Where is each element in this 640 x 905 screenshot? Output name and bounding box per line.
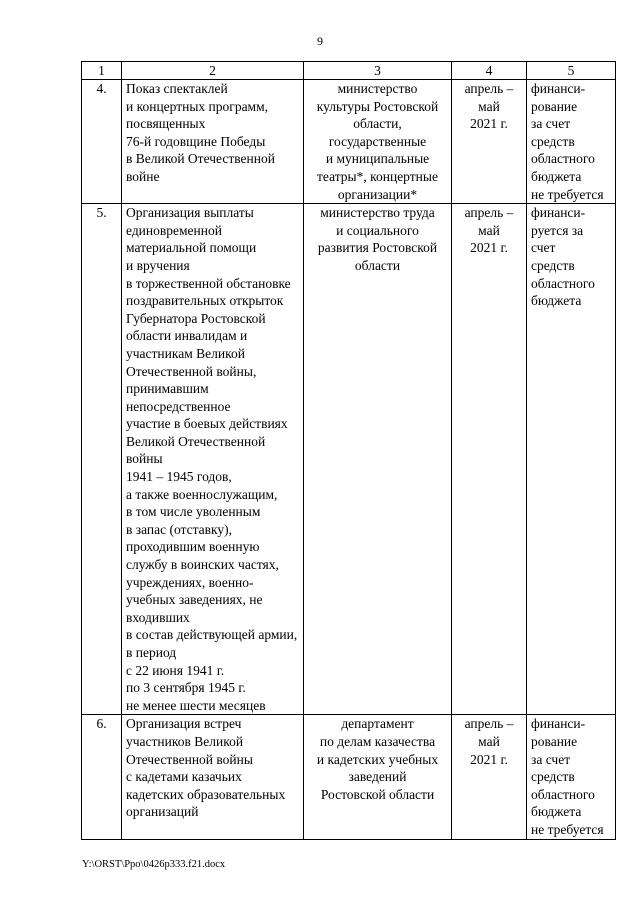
row-number: 5. bbox=[82, 204, 122, 715]
events-table bbox=[81, 61, 616, 840]
column-header: 3 bbox=[304, 62, 452, 80]
event-date: апрель – май 2021 г. bbox=[452, 715, 527, 840]
table-header-row bbox=[82, 62, 616, 80]
column-header: 5 bbox=[527, 62, 616, 80]
table-row bbox=[82, 80, 616, 204]
document-file-path: Y:\ORST\Ppo\0426p333.f21.docx bbox=[82, 859, 226, 870]
row-number: 6. bbox=[82, 715, 122, 840]
event-executor: министерство труда и социального развития Ростовской области bbox=[304, 204, 452, 715]
event-description: Организация выплаты единовременной материальной помощи и вручения в торжественной обстановке поздравительных открыток Губернатора Ростовской области инвалидам и участникам Великой Отечественной войны, принимавшим непосредственное участие в боевых действиях Великой Отечественной войны 1941 – 1945 годов, а также военнослужащим, в том числе уволенным в запас (отставку), проходившим военную службу в воинских частях, учреждениях, военно-учебных заведениях, не входивших в состав действующей армии, в период с 22 июня 1941 г. по 3 сентября 1945 г. не менее шести месяцев bbox=[122, 204, 304, 715]
event-executor: министерство культуры Ростовской области, государственные и муниципальные театры*, концертные организации* bbox=[304, 80, 452, 204]
column-header: 2 bbox=[122, 62, 304, 80]
event-date: апрель – май 2021 г. bbox=[452, 204, 527, 715]
event-description: Показ спектаклей и концертных программ, посвященных 76-й годовщине Победы в Великой Отечественной войне bbox=[122, 80, 304, 204]
event-date: апрель – май 2021 г. bbox=[452, 80, 527, 204]
row-number: 4. bbox=[82, 80, 122, 204]
table-row bbox=[82, 204, 616, 715]
event-financing: финанси- рование за счет средств областного бюджета не требуется bbox=[527, 80, 616, 204]
column-header: 1 bbox=[82, 62, 122, 80]
event-financing: финанси- рование за счет средств областного бюджета не требуется bbox=[527, 715, 616, 840]
table-row bbox=[82, 715, 616, 840]
page-number: 9 bbox=[317, 34, 323, 48]
event-executor: департамент по делам казачества и кадетских учебных заведений Ростовской области bbox=[304, 715, 452, 840]
event-financing: финанси- руется за счет средств областного бюджета bbox=[527, 204, 616, 715]
column-header: 4 bbox=[452, 62, 527, 80]
event-description: Организация встреч участников Великой Отечественной войны с кадетами казачьих кадетских образовательных организаций bbox=[122, 715, 304, 840]
